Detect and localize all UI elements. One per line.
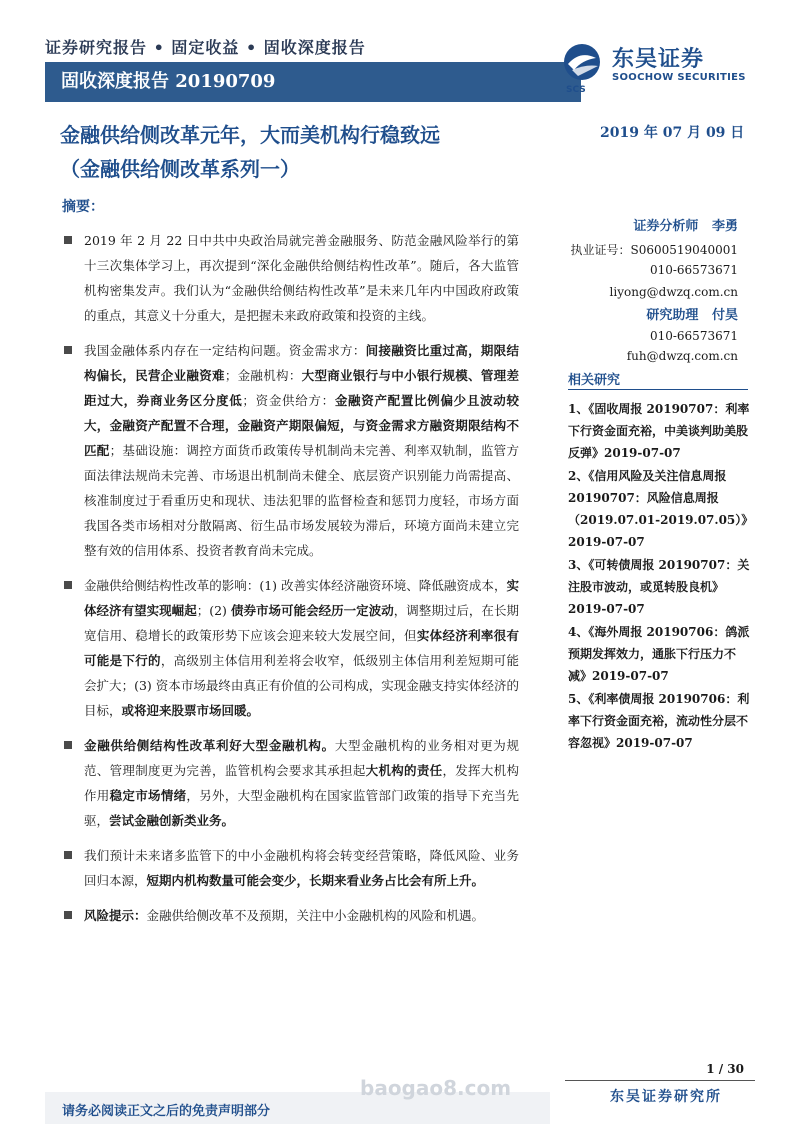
cert-label: 执业证号： [570,243,631,257]
analyst-role: 研究助理 [646,308,699,323]
analyst-2-email[interactable]: fuh@dwzq.com.cn [626,349,738,363]
abstract-paragraph [64,228,519,328]
bullet-square-icon [64,851,72,859]
risk-warning-label: 风险提示： [84,908,147,923]
title-line-1: 金融供给侧改革元年，大而美机构行稳致远 [60,123,440,147]
paragraph-bold-text: 债券市场可能会经历一定波动 [230,603,394,618]
risk-warning [64,903,519,928]
paragraph-bold-text: 稳定市场情绪 [109,788,187,803]
logo-mark-text: SCS [566,85,586,95]
paragraph-text: 金融供给侧结构性改革的影响：(1) 改善实体经济融资环境、降低融资成本， [84,578,507,593]
report-date: 2019 年 07 月 09 日 [600,125,745,141]
paragraph-text: 大型金融机构的业务相对更为规范、管理制度更为完善，监管机构会要求其承担起 [84,738,519,778]
abstract-label: 摘要： [62,199,104,215]
analyst-1-phone: 010-66573671 [649,263,738,277]
report-type-band: 固收深度报告 20190709 [45,62,581,102]
bullet-square-icon [64,236,72,244]
analyst-2-title [646,304,738,323]
paragraph-text: ；资金供给方： [242,393,335,408]
related-research-item[interactable]: 5、《利率债周报 20190706：利率下行资金面充裕，流动性分层不容忽视》2019-07-07 [568,692,750,750]
paragraph-text: 我国金融体系内存在一定结构问题。资金需求方： [84,343,366,358]
paragraph-text: 我们预计未来诸多监管下的中小金融机构将会转变经营策略，降低风险、业务回归本源， [84,848,519,888]
paragraph-bold-text: 大型商业银行与中小银行规模、管理差距过大，券商业务区分度低 [84,368,519,408]
paragraph-text: ；基础设施：调控方面货币政策传导机制尚未完善、利率双轨制，监管方面法律法规尚未完善、市场退出机制尚未健全、底层资产识别能力尚需提高、核准制度过于看重历史和现状、违法犯罪的监督检查和惩罚力度轻，市场方面我国各类市场相对分散隔离、衍生品市场发展较为滞后，环境方面尚未建立完整有效的信用体系、投资者教育尚未完成。 [84,443,519,558]
related-research-item[interactable]: 4、《海外周报 20190706：鸽派预期发挥效力，通胀下行压力不减》2019-07-07 [568,625,750,683]
analyst-1-title [633,215,738,234]
soochow-logo-icon [560,40,610,95]
title-line-2: （金融供给侧改革系列一） [60,157,300,181]
watermark: baogao8.com [360,1076,512,1100]
bullet-square-icon [64,911,72,919]
analyst-role: 证券分析师 [633,219,699,234]
page-number: 1 / 30 [706,1062,744,1076]
related-research-item[interactable]: 2、《信用风险及关注信息周报 20190707：风险信息周报（2019.07.01-2019.07.05）》2019-07-07 [568,469,748,549]
related-research-list [568,398,750,755]
footer-institute: 东吴证券研究所 [610,1089,722,1105]
paragraph-text: ，另外，大型金融机构在国家监管部门政策的指导下充当先驱， [84,788,519,828]
risk-warning-text: 金融供给侧改革不及预期，关注中小金融机构的风险和机遇。 [146,908,485,923]
analyst-cert [571,241,739,258]
divider [565,1080,755,1081]
divider [568,389,748,390]
analyst-name: 付昊 [711,308,738,323]
paragraph-bold-text: 间接融资比重过高，期限结构偏长，民营企业融资难 [84,343,519,383]
paragraph-bold-text: 大机构的责任 [365,763,443,778]
paragraph-text: ，发挥大机构作用 [84,763,519,803]
related-research-item[interactable]: 3、《可转债周报 20190707：关注股市波动，或觅转股良机》2019-07-07 [568,558,750,616]
paragraph-bold-text: 实体经济有望实现崛起 [84,578,519,618]
logo-text-en: SOOCHOW SECURITIES [612,72,746,83]
analyst-2-phone: 010-66573671 [649,329,738,343]
paragraph-text: ，高级别主体信用利差将会收窄，低级别主体信用利差短期可能会扩大；(3) 资本市场最终由真正有价值的公司构成，实现金融支持实体经济的目标， [84,653,519,718]
report-category: 证券研究报告 • 固定收益 • 固收深度报告 [45,38,366,57]
cert-number: S0600519040001 [630,243,738,257]
abstract-paragraph [64,733,519,833]
bullet-square-icon [64,346,72,354]
disclaimer-note: 请务必阅读正文之后的免责声明部分 [62,1104,271,1119]
abstract-paragraph [64,338,519,563]
paragraph-bold-text: 实体经济利率很有可能是下行的 [84,628,519,668]
bullet-square-icon [64,741,72,749]
paragraph-bold-text: 尝试金融创新类业务。 [109,813,235,828]
paragraph-bold-text: 金融供给侧结构性改革利好大型金融机构。 [84,738,335,753]
paragraph-bold-text: 金融资产配置比例偏少且波动较大，金融资产配置不合理，金融资产期限偏短，与资金需求方融资期限结构不匹配 [84,393,519,458]
analyst-1-email[interactable]: liyong@dwzq.com.cn [609,285,738,299]
analyst-name: 李勇 [711,219,738,234]
report-title [60,118,580,186]
bullet-square-icon [64,581,72,589]
paragraph-text: ；金融机构： [224,368,302,383]
logo-text-cn: 东吴证券 [612,47,705,72]
related-research-title: 相关研究 [568,373,621,388]
paragraph-text: ，调整期过后，在长期宽信用、稳增长的政策形势下应该会迎来较大发展空间，但 [84,603,519,643]
abstract-body [64,228,519,938]
abstract-paragraph [64,843,519,893]
paragraph-text: ；(2) [196,603,231,618]
paragraph-text: 2019 年 2 月 22 日中共中央政治局就完善金融服务、防范金融风险举行的第十三次集体学习上，再次提到“深化金融供给侧结构性改革”。随后，各大监管机构密集发声。我们认为“金融供给侧结构性改革”是未来几年内中国政府政策的重点，其意义十分重大，是把握未来政府政策和投资的主线。 [84,233,519,323]
related-research-item[interactable]: 1、《固收周报 20190707：利率下行资金面充裕，中美谈判助美股反弹》2019-07-07 [568,402,750,460]
paragraph-bold-text: 或将迎来股票市场回暖。 [121,703,260,718]
abstract-paragraph [64,573,519,723]
paragraph-bold-text: 短期内机构数量可能会变少，长期来看业务占比会有所上升。 [146,873,485,888]
